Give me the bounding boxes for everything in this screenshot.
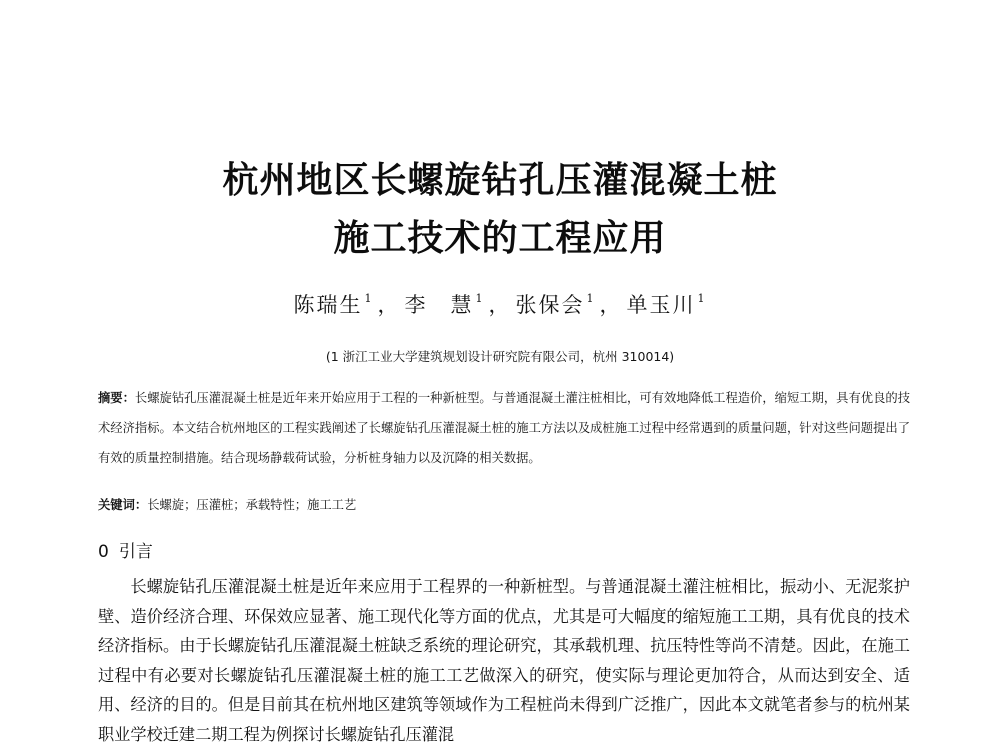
affiliation: (1 浙江工业大学建筑规划设计研究院有限公司，杭州 310014) bbox=[325, 349, 675, 364]
keywords-text: 长螺旋；压灌桩；承载特性；施工工艺 bbox=[147, 498, 357, 512]
author-name: 张保会 bbox=[515, 293, 585, 317]
author-affil-mark: 1 bbox=[697, 292, 707, 305]
title-line-2: 施工技术的工程应用 bbox=[333, 218, 667, 259]
author-name: 陈瑞生 bbox=[293, 293, 363, 317]
abstract-text: 长螺旋钻孔压灌混凝土桩是近年来开始应用于工程的一种新桩型。与普通混凝土灌注桩相比，可有效地降低工程造价，缩短工期，具有优良的技术经济指标。本文结合杭州地区的工程实践阐述了长螺旋钻孔压灌混凝土桩的施工方法以及成桩施工过程中经常遇到的质量问题，针对这些问题提出了有效的质量控制措施。结合现场静载荷试验，分析桩身轴力以及沉降的相关数据。 bbox=[98, 391, 910, 465]
author-affil-mark: 1 bbox=[475, 292, 485, 305]
abstract bbox=[98, 383, 910, 473]
author-affil-mark: 1 bbox=[364, 292, 374, 305]
keywords-label: 关键词： bbox=[98, 498, 148, 512]
author-name: 单玉川 bbox=[626, 293, 696, 317]
body-paragraph: 长螺旋钻孔压灌混凝土桩是近年来应用于工程界的一种新桩型。与普通混凝土灌注桩相比，振动小、无泥浆护壁、造价经济合理、环保效应显著、施工现代化等方面的优点，尤其是可大幅度的缩短施工工期，具有优良的技术经济指标。由于长螺旋钻孔压灌混凝土桩缺乏系统的理论研究，其承载机理、抗压特性等尚不清楚。因此，在施工过程中有必要对长螺旋钻孔压灌混凝土桩的施工工艺做深入的研究，使实际与理论更加符合，从而达到安全、适用、经济的目的。但是目前其在杭州地区建筑等领域作为工程桩尚未得到广泛推广，因此本文就笔者参与的杭州某职业学校迁建二期工程为例探讨长螺旋钻孔压灌混 bbox=[98, 577, 910, 744]
author-separator: ， bbox=[599, 293, 623, 317]
keywords bbox=[98, 495, 910, 513]
author-list bbox=[0, 289, 1000, 319]
section-number: 0 bbox=[98, 542, 109, 562]
abstract-label: 摘要： bbox=[98, 391, 135, 405]
author-separator: ， bbox=[488, 293, 512, 317]
author-name: 李 慧 bbox=[404, 293, 474, 317]
author-affil-mark: 1 bbox=[586, 292, 596, 305]
section-heading bbox=[98, 537, 153, 562]
author-separator: ， bbox=[377, 293, 401, 317]
title-line-1: 杭州地区长螺旋钻孔压灌混凝土桩 bbox=[222, 160, 778, 201]
section-title: 引言 bbox=[118, 542, 153, 562]
